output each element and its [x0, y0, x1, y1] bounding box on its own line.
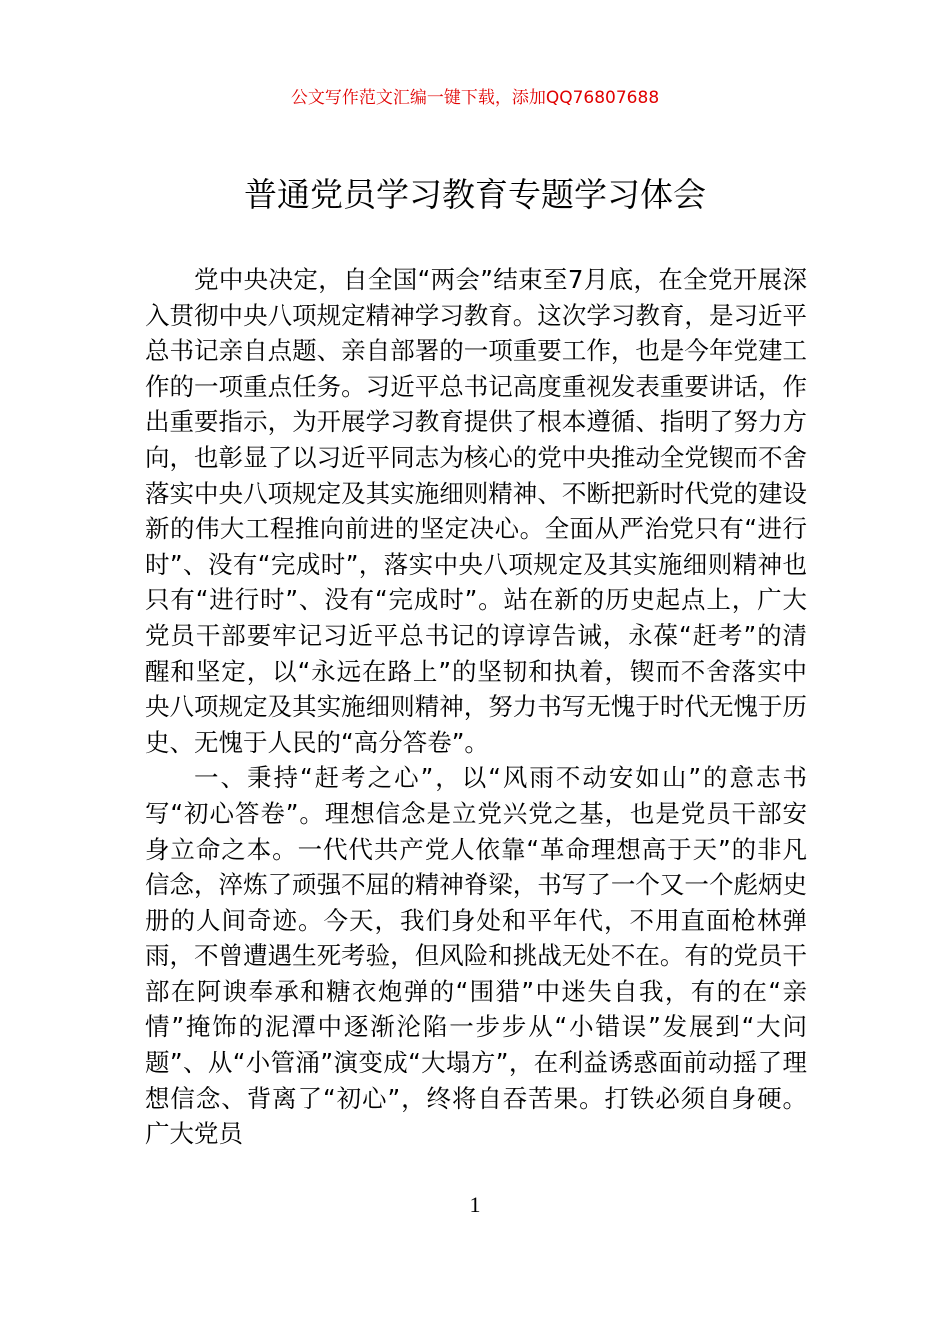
document-title: 普通党员学习教育专题学习体会 [244, 175, 706, 214]
paragraph-intro: 党中央决定，自全国“两会”结束至7月底，在全党开展深入贯彻中央八项规定精神学习教育。这次学习教育，是习近平总书记亲自点题、亲自部署的一项重要工作，也是今年党建工作的一项重点任务。习近平总书记高度重视发表重要讲话，作出重要指示，为开展学习教育提供了根本遵循、指明了努力方向，也彰显了以习近平同志为核心的党中央推动全党锲而不舍落实中央八项规定及其实施细则精神、不断把新时代党的建设新的伟大工程推向前进的坚定决心。全面从严治党只有“进行时”、没有“完成时”，落实中央八项规定及其实施细则精神也只有“进行时”、没有“完成时”。站在新的历史起点上，广大党员干部要牢记习近平总书记的谆谆告诫，永葆“赶考”的清醒和坚定，以“永远在路上”的坚韧和执着，锲而不舍落实中央八项规定及其实施细则精神，努力书写无愧于时代无愧于历史、无愧于人民的“高分答卷”。 [145, 265, 807, 757]
page-number: 1 [469, 1192, 481, 1217]
paragraph-section-one: 一、秉持“赶考之心”，以“风雨不动安如山”的意志书写“初心答卷”。理想信念是立党兴党之基，也是党员干部安身立命之本。一代代共产党人依靠“革命理想高于天”的非凡信念，淬炼了顽强不屈的精神脊梁，书写了一个又一个彪炳史册的人间奇迹。今天，我们身处和平年代，不用直面枪林弹雨，不曾遭遇生死考验，但风险和挑战无处不在。有的党员干部在阿谀奉承和糖衣炮弹的“围猎”中迷失自我，有的在“亲情”掩饰的泥潭中逐渐沦陷一步步从“小错误”发展到“大问题”、从“小管涌”演变成“大塌方”，在利益诱惑面前动摇了理想信念、背离了“初心”，终将自吞苦果。打铁必须自身硬。广大党员 [145, 763, 807, 1149]
download-notice: 公文写作范文汇编一键下载，添加QQ76807688 [290, 88, 660, 108]
document-body [145, 262, 807, 1152]
